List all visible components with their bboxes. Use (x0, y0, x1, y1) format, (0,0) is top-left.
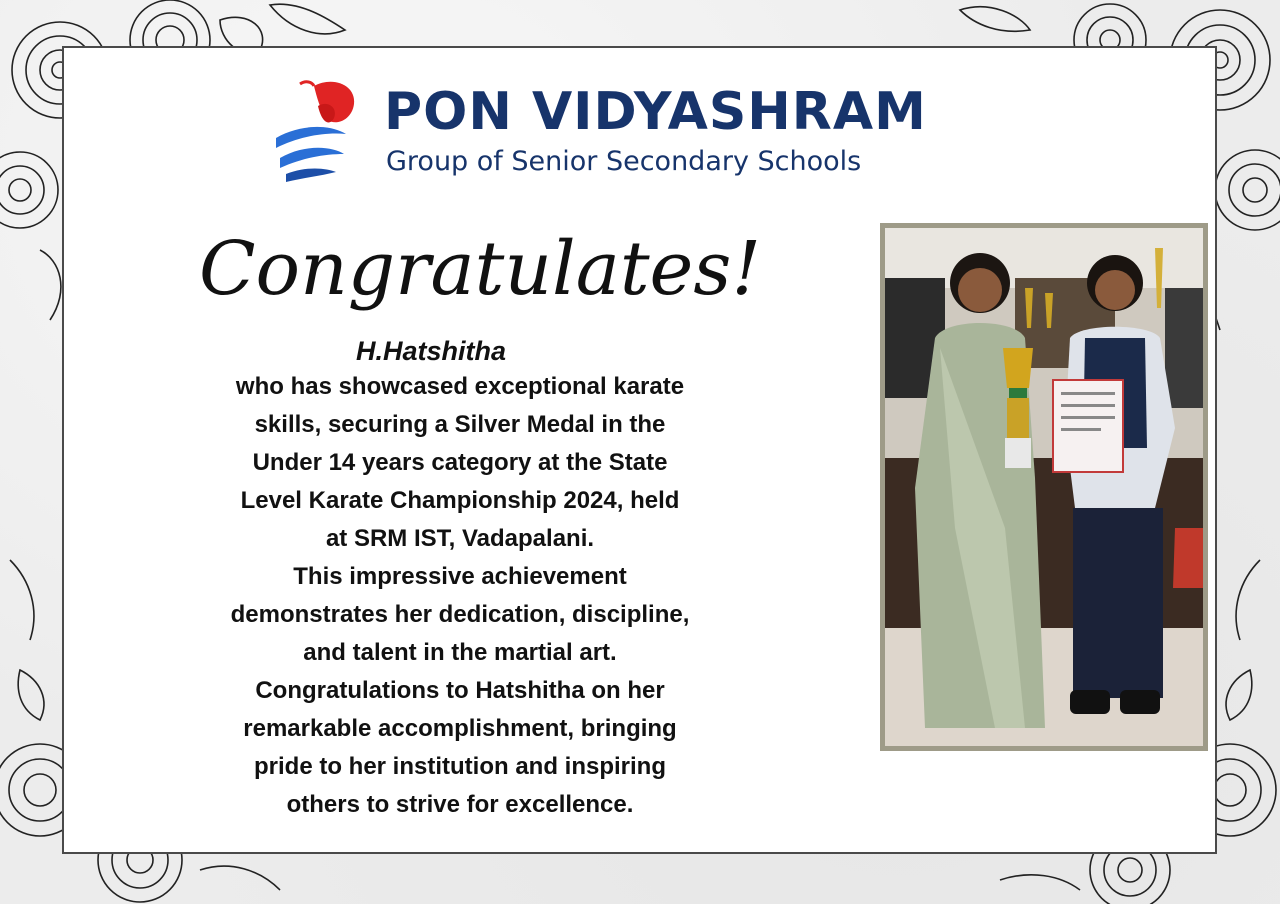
body-line: remarkable accomplishment, bringing (243, 715, 677, 742)
achievement-text (160, 368, 760, 824)
body-line: who has showcased exceptional karate (235, 373, 685, 400)
body-line: skills, securing a Silver Medal in the (254, 411, 666, 438)
student-name: H.Hatshitha (356, 336, 507, 366)
school-logo (270, 76, 970, 186)
school-subtitle: Group of Senior Secondary Schools (386, 146, 862, 177)
body-line: and talent in the martial art. (303, 639, 617, 666)
body-line: others to strive for excellence. (286, 791, 634, 818)
body-line: This impressive achievement (293, 563, 627, 590)
body-line: at SRM IST, Vadapalani. (325, 525, 595, 552)
school-name: PON VIDYASHRAM (384, 82, 927, 142)
butterfly-logo-icon (270, 76, 374, 184)
body-line: Congratulations to Hatshitha on her (255, 677, 665, 704)
congratulates-heading: Congratulates! (198, 226, 762, 312)
body-line: pride to her institution and inspiring (254, 753, 666, 780)
body-line: Level Karate Championship 2024, held (240, 487, 680, 514)
award-photo (885, 228, 1203, 746)
body-line: Under 14 years category at the State (252, 449, 668, 476)
award-photo-frame (880, 223, 1208, 751)
body-line: demonstrates her dedication, discipline, (230, 601, 690, 628)
